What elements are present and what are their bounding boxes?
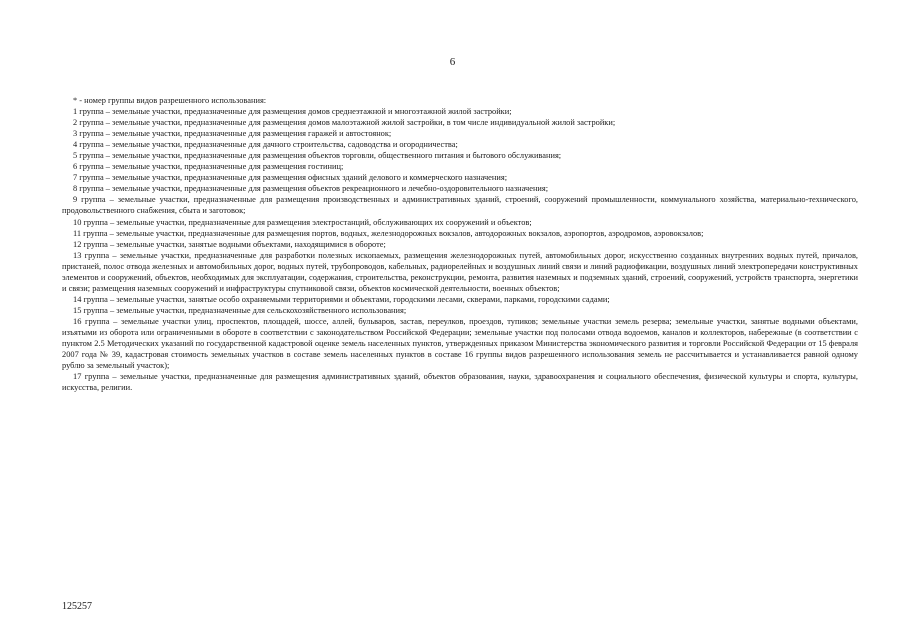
group-item-17: 17 группа – земельные участки, предназначенные для размещения административных зданий, объектов образования, науки, здравоохранения и социального обеспечения, физической культуры и спорта, культуры, искусства, религии.: [62, 372, 858, 393]
page-number: 6: [449, 56, 456, 68]
group-item-11: 11 группа – земельные участки, предназначенные для размещения портов, водных, железнодорожных вокзалов, автодорожных вокзалов, аэропортов, аэродромов, аэровокзалов;: [73, 228, 704, 238]
group-item-3: 3 группа – земельные участки, предназначенные для размещения гаражей и автостоянок;: [73, 129, 392, 139]
group-item-1: 1 группа – земельные участки, предназначенные для размещения домов среднеэтажной и многоэтажной жилой застройки;: [73, 107, 512, 117]
group-item-5: 5 группа – земельные участки, предназначенные для размещения объектов торговли, общественного питания и бытового обслуживания;: [73, 151, 562, 161]
group-item-12: 12 группа – земельные участки, занятые водными объектами, находящимися в обороте;: [73, 239, 386, 249]
group-item-14: 14 группа – земельные участки, занятые особо охраняемыми территориями и объектами, городскими лесами, скверами, парками, городскими садами;: [73, 294, 610, 304]
document-code: 125257: [62, 601, 92, 612]
group-item-9: 9 группа – земельные участки, предназначенные для размещения производственных и административных зданий, строений, сооружений промышленности, коммунального хозяйства, материально-технического, продовольственного снабжения, сбыта и заготовок;: [62, 195, 858, 216]
group-item-6: 6 группа – земельные участки, предназначенные для размещения гостиниц;: [73, 162, 344, 172]
group-item-16: 16 группа – земельные участки улиц, проспектов, площадей, шоссе, аллей, бульваров, застав, переулков, проездов, тупиков; земельные участки земель резерва; земельные участки, занятые водными объектами, изъятыми из оборота или ограниченными в обороте в соответствии с законодательством Российской Федерации; земельные участки под полосами отвода водоемов, каналов и коллекторов, набережные (в соответствии с пунктом 2.5 Методических указаний по государственной кадастровой оценке земель населенных пунктов, утвержденных приказом Министерства экономического развития и торговли Российской Федерации от 15 февраля 2007 года № 39, кадастровая стоимость земельных участков в составе земель населенных пунктов в составе 16 группы видов разрешенного использования земель не рассчитывается и устанавливается равной одному рублю за земельный участок);: [62, 316, 858, 371]
group-item-7: 7 группа – земельные участки, предназначенные для размещения офисных зданий делового и коммерческого назначения;: [73, 173, 508, 183]
group-item-15: 15 группа – земельные участки, предназначенные для сельскохозяйственного использования;: [73, 305, 407, 315]
group-item-2: 2 группа – земельные участки, предназначенные для размещения домов малоэтажной жилой застройки, в том числе индивидуальной жилой застройки;: [73, 118, 616, 128]
group-item-10: 10 группа – земельные участки, предназначенные для размещения электростанций, обслуживающих их сооружений и объектов;: [73, 217, 532, 227]
group-item-8: 8 группа – земельные участки, предназначенные для размещения объектов рекреационного и лечебно-оздоровительного назначения;: [73, 184, 549, 194]
group-item-4: 4 группа – земельные участки, предназначенные для дачного строительства, садоводства и огородничества;: [73, 140, 458, 150]
group-item-13: 13 группа – земельные участки, предназначенные для разработки полезных ископаемых, размещения железнодорожных путей, автомобильных дорог, искусственно созданных внутренних водных путей, причалов, пристаней, полос отвода железных и автомобильных дорог, водных путей, трубопроводов, кабельных, радиорелейных и воздушных линий связи и линий радиофикации, воздушных линий электропередачи конструктивных элементов и сооружений, объектов, необходимых для эксплуатации, содержания, строительства, реконструкции, ремонта, развития наземных и подземных зданий, строений, сооружений, устройств транспорта, энергетики и связи; размещения наземных сооружений и инфраструктуры спутниковой связи, объектов космической деятельности, военных объектов;: [62, 250, 858, 293]
document-body: [62, 95, 858, 393]
footnote-intro: * - номер группы видов разрешенного использования:: [73, 96, 267, 105]
